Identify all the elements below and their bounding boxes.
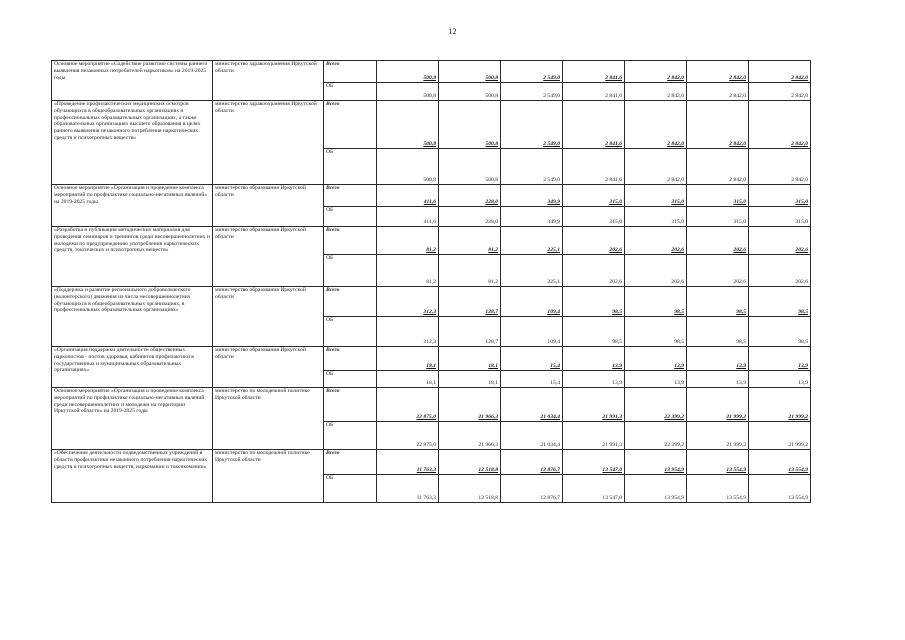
amount-ob-cell: 13,9 bbox=[687, 371, 749, 388]
amount-ob-cell: 500,8 bbox=[439, 149, 501, 185]
source-total-label: Всего bbox=[324, 101, 377, 149]
amount-ob-cell: 13 554,9 bbox=[749, 475, 811, 503]
amount-total-cell: 21 999,2 bbox=[687, 388, 749, 422]
amount-total-cell: 18,1 bbox=[439, 347, 501, 371]
amount-ob-cell: 21 991,3 bbox=[563, 422, 625, 450]
amount-ob-cell: 22 399,2 bbox=[625, 422, 687, 450]
amount-ob-cell: 13,9 bbox=[625, 371, 687, 388]
amount-ob-cell: 500,8 bbox=[377, 83, 439, 101]
activity-description: «Проведение профилактических медицинских осмотров обучающихся в общеобразовательных организациях и профессиональных образовательных организациях, а также образовательных организациях высшего образования в целях раннего выявления незаконного потребления наркотических средств и психотропных веществ» bbox=[52, 101, 213, 185]
amount-total-cell: 21 999,2 bbox=[749, 388, 811, 422]
amount-ob-cell: 202,6 bbox=[687, 255, 749, 287]
amount-ob-cell: 225,1 bbox=[501, 255, 563, 287]
activity-description: «Обеспечение деятельности подведомственных учреждений в области профилактики незаконного потребления наркотических средств и психотропных веществ, наркомании и токсикомании» bbox=[52, 450, 213, 503]
amount-ob-cell: 98,5 bbox=[625, 317, 687, 347]
amount-ob-cell: 11 763,3 bbox=[377, 475, 439, 503]
amount-ob-cell: 21 966,3 bbox=[439, 422, 501, 450]
amount-ob-cell: 18,1 bbox=[377, 371, 439, 388]
source-total-label: Всего bbox=[324, 185, 377, 207]
amount-total-cell: 500,8 bbox=[377, 61, 439, 83]
amount-total-cell: 13 547,0 bbox=[563, 450, 625, 475]
amount-ob-cell: 2 841,6 bbox=[563, 83, 625, 101]
amount-ob-cell: 13 554,9 bbox=[687, 475, 749, 503]
source-total-label: Всего bbox=[324, 227, 377, 255]
amount-total-cell: 13,9 bbox=[687, 347, 749, 371]
amount-ob-cell: 315,0 bbox=[625, 207, 687, 227]
amount-total-cell: 202,6 bbox=[563, 227, 625, 255]
amount-ob-cell: 13 547,0 bbox=[563, 475, 625, 503]
source-total-label: Всего bbox=[324, 388, 377, 422]
amount-total-cell: 202,6 bbox=[625, 227, 687, 255]
amount-ob-cell: 98,5 bbox=[687, 317, 749, 347]
executor-cell: министерство образования Иркутской области bbox=[213, 227, 324, 287]
amount-total-cell: 109,4 bbox=[501, 287, 563, 317]
amount-total-cell: 13,9 bbox=[749, 347, 811, 371]
amount-total-cell: 98,5 bbox=[749, 287, 811, 317]
amount-ob-cell: 13,9 bbox=[749, 371, 811, 388]
executor-cell: министерство образования Иркутской области bbox=[213, 347, 324, 388]
amount-total-cell: 13 954,9 bbox=[625, 450, 687, 475]
amount-ob-cell: 13,9 bbox=[563, 371, 625, 388]
amount-ob-cell: 98,5 bbox=[749, 317, 811, 347]
amount-ob-cell: 228,0 bbox=[439, 207, 501, 227]
amount-total-cell: 500,8 bbox=[439, 61, 501, 83]
amount-total-cell: 225,1 bbox=[501, 227, 563, 255]
amount-ob-cell: 202,6 bbox=[563, 255, 625, 287]
amount-ob-cell: 109,4 bbox=[501, 317, 563, 347]
amount-total-cell: 15,4 bbox=[501, 347, 563, 371]
table-row bbox=[52, 227, 811, 255]
executor-cell: министерство по молодежной политике Иркутской области bbox=[213, 388, 324, 450]
amount-total-cell: 315,0 bbox=[687, 185, 749, 207]
executor-cell: министерство здравоохранения Иркутской области bbox=[213, 101, 324, 185]
activity-description: Основное мероприятие «Организация и проведение комплекса мероприятий по профилактике социально-негативных явлений среди несовершеннолетних и молодежи на территории Иркутской области» на 2019-2025 годы bbox=[52, 388, 213, 450]
amount-ob-cell: 21 999,2 bbox=[687, 422, 749, 450]
amount-total-cell: 21 966,3 bbox=[439, 388, 501, 422]
budget-table bbox=[51, 60, 811, 503]
table-row bbox=[52, 347, 811, 371]
amount-ob-cell: 81,2 bbox=[377, 255, 439, 287]
amount-ob-cell: 202,6 bbox=[625, 255, 687, 287]
table-row bbox=[52, 101, 811, 149]
amount-total-cell: 2 841,6 bbox=[563, 61, 625, 83]
amount-total-cell: 2 842,0 bbox=[625, 101, 687, 149]
activity-description: «Поддержка и развитие регионального добровольческого (волонтерского) движения из числа несовершеннолетних обучающихся в общеобразовательных организациях, в профессиональных образовательных организациях» bbox=[52, 287, 213, 347]
amount-total-cell: 2 842,0 bbox=[687, 101, 749, 149]
executor-cell: министерство по молодежной политике Иркутской области bbox=[213, 450, 324, 503]
amount-total-cell: 2 841,6 bbox=[563, 101, 625, 149]
amount-ob-cell: 12 876,7 bbox=[501, 475, 563, 503]
amount-total-cell: 18,1 bbox=[377, 347, 439, 371]
source-total-label: Всего bbox=[324, 61, 377, 83]
amount-total-cell: 22 399,2 bbox=[625, 388, 687, 422]
amount-total-cell: 98,5 bbox=[563, 287, 625, 317]
amount-ob-cell: 2 842,0 bbox=[749, 83, 811, 101]
amount-total-cell: 202,6 bbox=[687, 227, 749, 255]
table-row bbox=[52, 61, 811, 83]
source-ob-label: ОБ bbox=[324, 422, 377, 450]
source-total-label: Всего bbox=[324, 287, 377, 317]
amount-ob-cell: 2 842,0 bbox=[687, 83, 749, 101]
amount-total-cell: 81,2 bbox=[439, 227, 501, 255]
amount-total-cell: 315,0 bbox=[563, 185, 625, 207]
source-ob-label: ОБ bbox=[324, 475, 377, 503]
page-number: 12 bbox=[448, 27, 457, 36]
amount-total-cell: 81,2 bbox=[377, 227, 439, 255]
amount-ob-cell: 2 842,0 bbox=[625, 83, 687, 101]
source-ob-label: ОБ bbox=[324, 371, 377, 388]
amount-ob-cell: 2 842,0 bbox=[625, 149, 687, 185]
executor-cell: министерство образования Иркутской области bbox=[213, 185, 324, 227]
amount-total-cell: 411,6 bbox=[377, 185, 439, 207]
amount-total-cell: 2 842,0 bbox=[625, 61, 687, 83]
source-total-label: Всего bbox=[324, 450, 377, 475]
amount-ob-cell: 18,1 bbox=[439, 371, 501, 388]
amount-ob-cell: 2 549,0 bbox=[501, 149, 563, 185]
table-row bbox=[52, 388, 811, 422]
amount-ob-cell: 315,0 bbox=[749, 207, 811, 227]
amount-ob-cell: 500,8 bbox=[439, 83, 501, 101]
executor-cell: министерство образования Иркутской области bbox=[213, 287, 324, 347]
amount-ob-cell: 312,3 bbox=[377, 317, 439, 347]
amount-total-cell: 128,7 bbox=[439, 287, 501, 317]
source-ob-label: ОБ bbox=[324, 207, 377, 227]
amount-ob-cell: 2 841,6 bbox=[563, 149, 625, 185]
amount-ob-cell: 2 549,0 bbox=[501, 83, 563, 101]
amount-total-cell: 11 763,3 bbox=[377, 450, 439, 475]
amount-total-cell: 21 034,4 bbox=[501, 388, 563, 422]
source-ob-label: ОБ bbox=[324, 149, 377, 185]
activity-description: Основное мероприятие «Содействие развитию системы раннего выявления незаконных потребителей наркотиков» на 2019-2025 годы bbox=[52, 61, 213, 101]
amount-total-cell: 98,5 bbox=[687, 287, 749, 317]
amount-total-cell: 13,9 bbox=[625, 347, 687, 371]
amount-total-cell: 228,0 bbox=[439, 185, 501, 207]
amount-total-cell: 2 842,0 bbox=[749, 101, 811, 149]
amount-total-cell: 2 549,0 bbox=[501, 61, 563, 83]
amount-ob-cell: 12 518,8 bbox=[439, 475, 501, 503]
amount-ob-cell: 98,5 bbox=[563, 317, 625, 347]
amount-ob-cell: 2 842,0 bbox=[687, 149, 749, 185]
amount-total-cell: 22 875,0 bbox=[377, 388, 439, 422]
amount-ob-cell: 21 034,4 bbox=[501, 422, 563, 450]
amount-total-cell: 13 554,9 bbox=[749, 450, 811, 475]
amount-ob-cell: 81,2 bbox=[439, 255, 501, 287]
amount-total-cell: 13,9 bbox=[563, 347, 625, 371]
amount-total-cell: 315,0 bbox=[625, 185, 687, 207]
amount-ob-cell: 315,0 bbox=[687, 207, 749, 227]
amount-ob-cell: 411,6 bbox=[377, 207, 439, 227]
amount-total-cell: 12 876,7 bbox=[501, 450, 563, 475]
amount-total-cell: 2 842,0 bbox=[687, 61, 749, 83]
table-row bbox=[52, 287, 811, 317]
amount-ob-cell: 128,7 bbox=[439, 317, 501, 347]
amount-total-cell: 98,5 bbox=[625, 287, 687, 317]
activity-description: Основное мероприятие «Организация и проведение комплекса мероприятий по профилактике социально-негативных явлений» на 2019-2025 годы bbox=[52, 185, 213, 227]
amount-ob-cell: 315,0 bbox=[563, 207, 625, 227]
activity-description: «Разработка и публикация методических материалов для проведения семинаров и тренингов среди несовершеннолетних и молодежи по предупреждению употребления наркотических средств, токсических и психотропных веществ» bbox=[52, 227, 213, 287]
amount-total-cell: 349,9 bbox=[501, 185, 563, 207]
amount-ob-cell: 349,9 bbox=[501, 207, 563, 227]
amount-ob-cell: 202,6 bbox=[749, 255, 811, 287]
amount-ob-cell: 22 875,0 bbox=[377, 422, 439, 450]
amount-total-cell: 500,8 bbox=[377, 101, 439, 149]
amount-total-cell: 202,6 bbox=[749, 227, 811, 255]
amount-total-cell: 312,3 bbox=[377, 287, 439, 317]
amount-total-cell: 21 991,3 bbox=[563, 388, 625, 422]
source-ob-label: ОБ bbox=[324, 317, 377, 347]
amount-total-cell: 2 842,0 bbox=[749, 61, 811, 83]
amount-ob-cell: 15,4 bbox=[501, 371, 563, 388]
amount-ob-cell: 13 954,9 bbox=[625, 475, 687, 503]
amount-total-cell: 12 518,8 bbox=[439, 450, 501, 475]
amount-total-cell: 2 549,0 bbox=[501, 101, 563, 149]
amount-total-cell: 13 554,9 bbox=[687, 450, 749, 475]
amount-ob-cell: 21 999,2 bbox=[749, 422, 811, 450]
source-ob-label: ОБ bbox=[324, 83, 377, 101]
table-row bbox=[52, 185, 811, 207]
amount-total-cell: 500,8 bbox=[439, 101, 501, 149]
source-total-label: Всего bbox=[324, 347, 377, 371]
activity-description: «Организация поддержки деятельности общественных наркопостов - постов здоровья, кабинетов профилактики в государственных и муниципальных образовательных организациях» bbox=[52, 347, 213, 388]
executor-cell: министерство здравоохранения Иркутской области bbox=[213, 61, 324, 101]
amount-total-cell: 315,0 bbox=[749, 185, 811, 207]
table-row bbox=[52, 450, 811, 475]
source-ob-label: ОБ bbox=[324, 255, 377, 287]
amount-ob-cell: 500,8 bbox=[377, 149, 439, 185]
amount-ob-cell: 2 842,0 bbox=[749, 149, 811, 185]
